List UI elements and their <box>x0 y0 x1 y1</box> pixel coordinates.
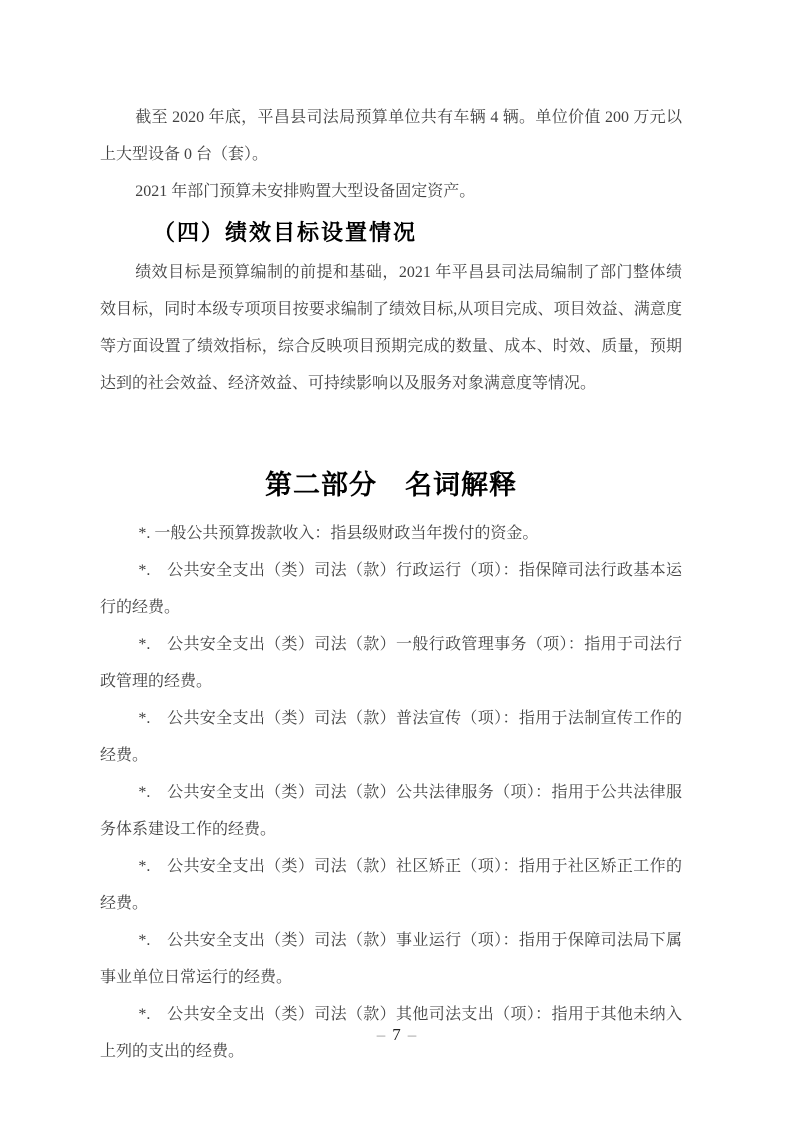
glossary-term: *. 公共安全支出（类）司法（款）公共法律服务（项）：指用于公共法律服务体系建设工作的经费。 <box>100 784 682 838</box>
glossary-term: *. 公共安全支出（类）司法（款）事业运行（项）：指用于保障司法局下属事业单位日常运行的经费。 <box>100 932 682 986</box>
section-heading-performance-targets: （四）绩效目标设置情况 <box>153 220 418 245</box>
part-title-glossary: 第二部分 名词解释 <box>265 470 517 500</box>
glossary-term: *. 公共安全支出（类）司法（款）社区矫正（项）：指用于社区矫正工作的经费。 <box>100 858 682 912</box>
glossary-term: *. 公共安全支出（类）司法（款）其他司法支出（项）：指用于其他未纳入上列的支出的经费。 <box>100 1006 682 1060</box>
intro-paragraph-vehicles: 截至 2020 年底，平昌县司法局预算单位共有车辆 4 辆。单位价值 200 万元以上大型设备 0 台（套）。 <box>100 109 682 163</box>
glossary-term: *. 公共安全支出（类）司法（款）行政运行（项）：指保障司法行政基本运行的经费。 <box>100 562 682 616</box>
glossary-term: *. 公共安全支出（类）司法（款）普法宣传（项）：指用于法制宣传工作的经费。 <box>100 710 682 764</box>
page-number-left-dash: – <box>376 1025 386 1044</box>
page-number-value: 7 <box>392 1025 401 1044</box>
glossary-term: *. 一般公共预算拨款收入：指县级财政当年拨付的资金。 <box>138 525 539 542</box>
document-content <box>100 99 682 1070</box>
glossary-term: *. 公共安全支出（类）司法（款）一般行政管理事务（项）：指用于司法行政管理的经费。 <box>100 636 682 690</box>
glossary-term-list <box>100 515 682 1070</box>
page-number-right-dash: – <box>407 1025 417 1044</box>
page-number <box>0 1022 793 1048</box>
section-paragraph-performance-targets: 绩效目标是预算编制的前提和基础，2021 年平昌县司法局编制了部门整体绩效目标，同时本级专项项目按要求编制了绩效目标,从项目完成、项目效益、满意度等方面设置了绩效指标，综合反映项目预期完成的数量、成本、时效、质量，预期达到的社会效益、经济效益、可持续影响以及服务对象满意度等情况。 <box>100 264 682 392</box>
intro-paragraph-equipment: 2021 年部门预算未安排购置大型设备固定资产。 <box>135 183 476 200</box>
